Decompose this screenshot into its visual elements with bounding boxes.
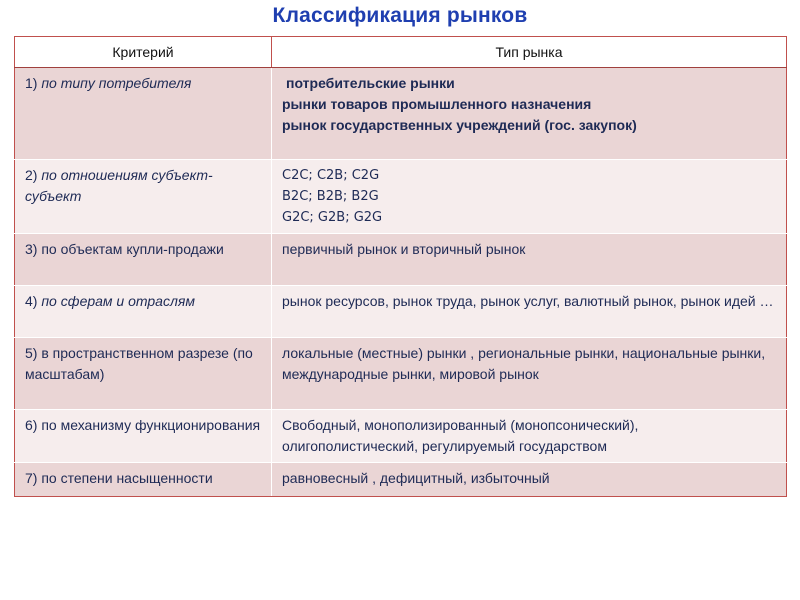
market-type-line: локальные (местные) рынки , региональные рынки, национальные рынки, международные рынки, мировой рынок: [282, 345, 766, 382]
criterion-text: по сферам и отраслям: [41, 293, 195, 309]
criterion-text: по отношениям субъект-субъект: [25, 167, 213, 204]
market-type-cell: [272, 338, 787, 410]
criterion-cell: [15, 410, 272, 463]
market-type-cell: [272, 286, 787, 338]
row-number: 5): [25, 345, 38, 361]
table-row: [15, 410, 787, 463]
criterion-text: по объектам купли-продажи: [41, 241, 224, 257]
market-type-line: первичный рынок и вторичный рынок: [282, 241, 526, 257]
criterion-cell: [15, 234, 272, 286]
criterion-cell: [15, 160, 272, 234]
row-number: 3): [25, 241, 38, 257]
table-row: [15, 160, 787, 234]
market-type-cell: [272, 410, 787, 463]
market-type-cell: [272, 234, 787, 286]
row-number: 6): [25, 417, 38, 433]
row-number: 2): [25, 167, 38, 183]
header-criterion: Критерий: [15, 37, 272, 68]
table-row: [15, 463, 787, 497]
criterion-cell: [15, 338, 272, 410]
market-type-line: C2C; C2B; C2G: [282, 168, 380, 183]
criterion-cell: [15, 68, 272, 160]
classification-table: [14, 36, 787, 497]
header-market-type: Тип рынка: [272, 37, 787, 68]
market-type-line: рынки товаров промышленного назначения: [282, 96, 592, 112]
market-type-line: G2C; G2B; G2G: [282, 210, 383, 225]
page-title: Классификация рынков: [272, 4, 528, 27]
criterion-text: по механизму функционирования: [41, 417, 261, 433]
market-type-line: равновесный , дефицитный, избыточный: [282, 470, 550, 486]
market-type-line: Свободный, монополизированный (монопсонический), олигополистический, регулируемый государством: [282, 417, 639, 454]
market-type-line: потребительские рынки: [286, 75, 455, 91]
market-type-line: рынок государственных учреждений (гос. закупок): [282, 117, 637, 133]
row-number: 7): [25, 470, 38, 486]
row-number: 4): [25, 293, 38, 309]
criterion-cell: [15, 463, 272, 497]
table-row: [15, 286, 787, 338]
market-type-cell: [272, 68, 787, 160]
criterion-cell: [15, 286, 272, 338]
market-type-line: рынок ресурсов, рынок труда, рынок услуг, валютный рынок, рынок идей …: [282, 293, 774, 309]
criterion-text: в пространственном разрезе (по масштабам): [25, 345, 253, 382]
market-type-line: B2C; B2B; B2G: [282, 189, 379, 204]
table-header-row: [15, 37, 787, 68]
table-row: [15, 338, 787, 410]
market-type-cell: [272, 463, 787, 497]
criterion-text: по типу потребителя: [41, 75, 192, 91]
table-row: [15, 68, 787, 160]
criterion-text: по степени насыщенности: [41, 470, 213, 486]
row-number: 1): [25, 75, 38, 91]
market-type-cell: [272, 160, 787, 234]
table-row: [15, 234, 787, 286]
